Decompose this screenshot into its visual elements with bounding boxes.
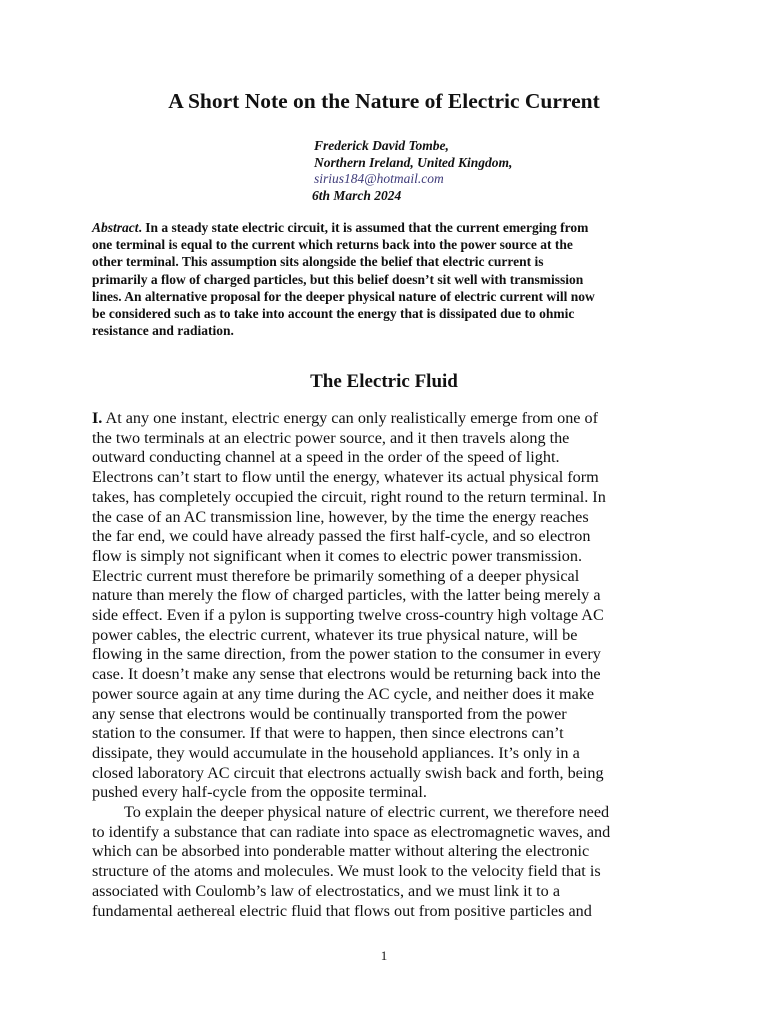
abstract-line: lines. An alternative proposal for the deeper physical nature of electric current will now [92,288,595,304]
body-line: power source again at any time during the AC cycle, and neither does it make [92,684,595,703]
body-line: which can be absorbed into ponderable matter without altering the electronic [92,842,590,861]
body-line: Electrons can’t start to flow until the energy, whatever its actual physical form [92,468,599,487]
abstract-line: resistance and radiation. [92,323,234,339]
body-line: takes, has completely occupied the circuit, right round to the return terminal. In [92,487,606,506]
abstract-line: one terminal is equal to the current which returns back into the power source at the [92,237,573,253]
body-line: Electric current must therefore be primarily something of a deeper physical [92,566,580,585]
abstract-label: Abstract [92,220,139,235]
body-line: the far end, we could have already passed the first half-cycle, and so electron [92,527,591,546]
body-line: closed laboratory AC circuit that electrons actually swish back and forth, being [92,763,604,782]
abstract-line: primarily a flow of charged particles, but this belief doesn’t sit well with transmission [92,271,584,287]
abstract-line: be considered such as to take into account the energy that is dissipated due to ohmic [92,306,575,322]
body-line: the case of an AC transmission line, however, by the time the energy reaches [92,507,589,526]
body-line: fundamental aethereal electric fluid that flows out from positive particles and [92,901,592,920]
body-line: flowing in the same direction, from the power station to the consumer in every [92,645,601,664]
body-line: outward conducting channel at a speed in the order of the speed of light. [92,448,560,467]
body-line: nature than merely the flow of charged particles, with the latter being merely a [92,586,601,605]
abstract-line: other terminal. This assumption sits alongside the belief that electric current is [92,254,544,270]
body-line: To explain the deeper physical nature of electric current, we therefore need [124,803,610,822]
section-heading: The Electric Fluid [310,371,458,392]
author-location: Northern Ireland, United Kingdom, [314,154,513,170]
page-number: 1 [380,948,388,963]
body-line: case. It doesn’t make any sense that electrons would be returning back into the [92,665,601,684]
author-block [314,138,512,204]
body-line: power cables, the electric current, whatever its true physical nature, will be [92,625,578,644]
body-line: flow is simply not significant when it comes to electric power transmission. [92,546,583,565]
body-line: dissipate, they would accumulate in the household appliances. It’s only in a [92,743,580,762]
body-line: the two terminals at an electric power source, and it then travels along the [92,428,570,447]
body-line: associated with Coulomb’s law of electrostatics, and we must link it to a [92,881,560,900]
body-line: structure of the atoms and molecules. We must look to the velocity field that is [92,862,601,881]
abstract [92,219,682,339]
publication-date: 6th March 2024 [312,187,402,203]
abstract-line: Abstract. In a steady state electric circuit, it is assumed that the current emerging from [92,220,589,235]
body-line: I. At any one instant, electric energy can only realistically emerge from one of [92,409,598,427]
body-line: side effect. Even if a pylon is supporting twelve cross-country high voltage AC [92,606,604,625]
author-name: Frederick David Tombe, [314,138,449,153]
paragraph-number: I. [92,409,103,427]
body-line: station to the consumer. If that were to happen, then since electrons can’t [92,724,564,743]
author-email-link[interactable]: sirius184@hotmail.com [314,171,444,187]
body-line: pushed every half-cycle from the opposite terminal. [92,783,427,802]
body-line: to identify a substance that can radiate into space as electromagnetic waves, and [92,822,611,841]
paper-title: A Short Note on the Nature of Electric Current [168,89,600,113]
body-line: any sense that electrons would be continually transported from the power [92,704,567,723]
section-body [92,409,692,921]
